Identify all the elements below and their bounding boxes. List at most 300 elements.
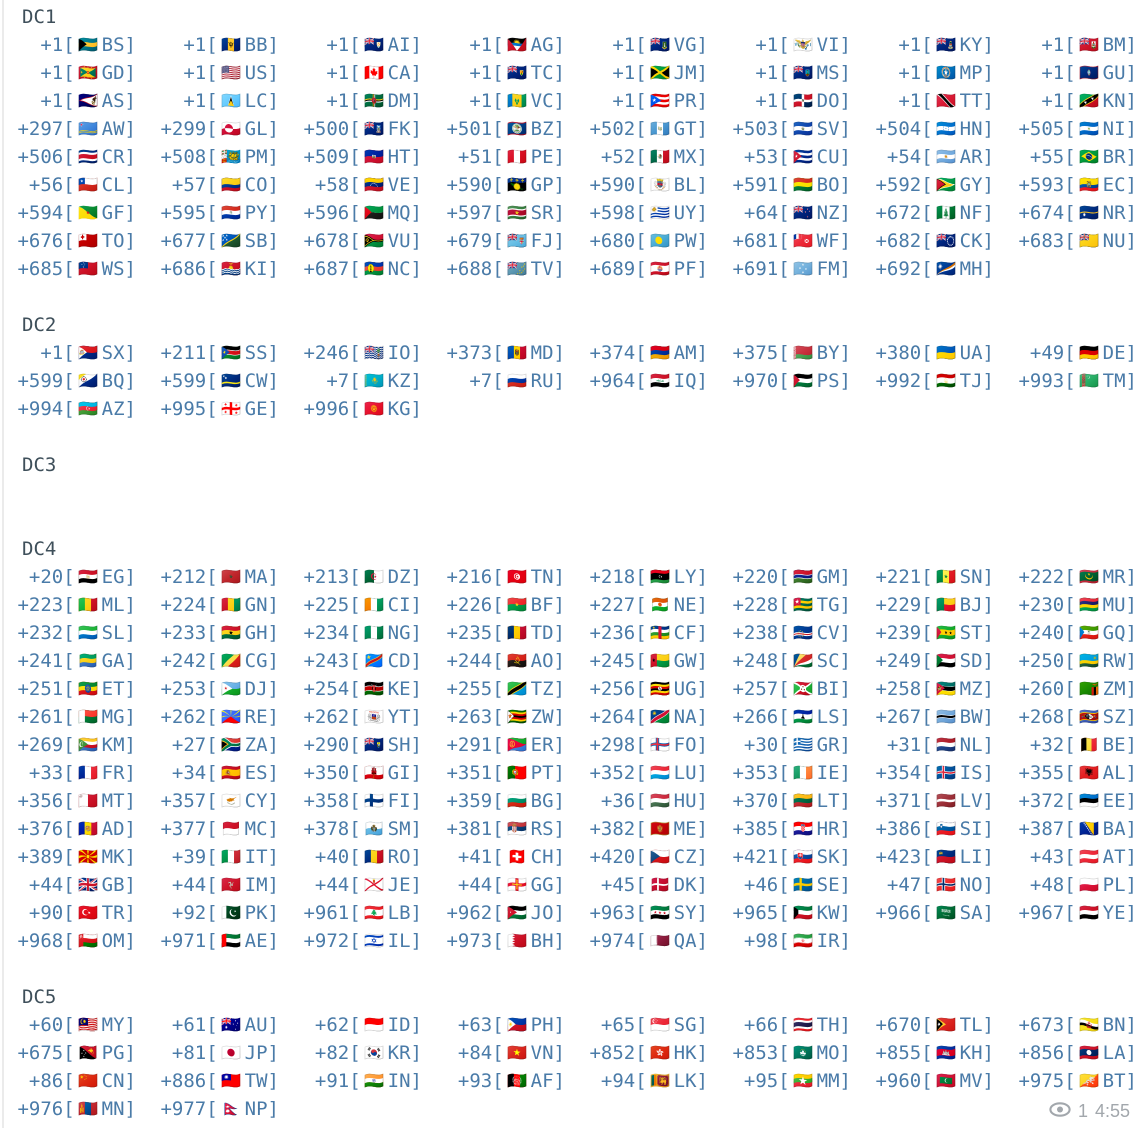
dialcode-entry-am[interactable]	[572, 339, 715, 367]
dialcode-entry-tw[interactable]	[143, 1067, 286, 1095]
dialcode-number: +354[	[875, 762, 933, 784]
dialcode-entry-cn[interactable]	[0, 1067, 143, 1095]
dialcode-number: +255[	[446, 678, 504, 700]
dialcode-entry-yt[interactable]	[286, 703, 429, 731]
dialcode-entry-ml[interactable]	[0, 591, 143, 619]
dialcode-number: +673[	[1018, 1014, 1076, 1036]
dialcode-entry-gu[interactable]	[1001, 59, 1144, 87]
dialcode-entry-mm[interactable]	[715, 1067, 858, 1095]
dialcode-entry-ae[interactable]	[143, 927, 286, 955]
dialcode-entry-sk[interactable]	[715, 843, 858, 871]
dialcode-entry-iq[interactable]	[572, 367, 715, 395]
dialcode-entry-pl[interactable]	[1001, 871, 1144, 899]
dialcode-entry-cg[interactable]	[143, 647, 286, 675]
dialcode-entry-np[interactable]	[143, 1095, 286, 1123]
dialcode-entry-jo[interactable]	[429, 899, 572, 927]
dialcode-entry-lv[interactable]	[858, 787, 1001, 815]
dialcode-entry-ge[interactable]	[143, 395, 286, 423]
dialcode-entry-st[interactable]	[858, 619, 1001, 647]
dialcode-entry-vu[interactable]	[286, 227, 429, 255]
dialcode-entry-md[interactable]	[429, 339, 572, 367]
dialcode-entry-mv[interactable]	[858, 1067, 1001, 1095]
country-iso-label: RW]	[1102, 650, 1137, 672]
dialcode-entry-us[interactable]	[143, 59, 286, 87]
dialcode-entry-dj[interactable]	[143, 675, 286, 703]
dialcode-entry-kz[interactable]	[286, 367, 429, 395]
dialcode-entry-tt[interactable]	[858, 87, 1001, 115]
dialcode-entry-rs[interactable]	[429, 815, 572, 843]
dialcode-number: +357[	[160, 790, 218, 812]
country-flag-icon: 🇵🇰	[221, 903, 242, 922]
dialcode-entry-eg[interactable]	[0, 563, 143, 591]
country-flag-icon: 🇰🇪	[364, 679, 385, 698]
country-iso-label: PS]	[816, 370, 851, 392]
dialcode-entry-be[interactable]	[1001, 731, 1144, 759]
dialcode-entry-si[interactable]	[858, 815, 1001, 843]
dialcode-number: +1[	[469, 62, 504, 84]
dialcode-entry-za[interactable]	[143, 731, 286, 759]
dialcode-entry-cw[interactable]	[143, 367, 286, 395]
country-iso-label: GP]	[530, 174, 565, 196]
dialcode-entry-nf[interactable]	[858, 199, 1001, 227]
dialcode-entry-br[interactable]	[1001, 143, 1144, 171]
dialcode-entry-bo[interactable]	[715, 171, 858, 199]
dialcode-entry-vg[interactable]	[572, 31, 715, 59]
dialcode-entry-pe[interactable]	[429, 143, 572, 171]
dialcode-entry-vi[interactable]	[715, 31, 858, 59]
dialcode-number: +7[	[469, 370, 504, 392]
section-header-dc5: DC5	[22, 986, 57, 1008]
dialcode-entry-la[interactable]	[1001, 1039, 1144, 1067]
dialcode-entry-nc[interactable]	[286, 255, 429, 283]
dialcode-entry-gl[interactable]	[143, 115, 286, 143]
dialcode-number: +350[	[303, 762, 361, 784]
dialcode-entry-is[interactable]	[858, 759, 1001, 787]
country-flag-icon: 🇦🇬	[507, 35, 528, 54]
dialcode-entry-hu[interactable]	[572, 787, 715, 815]
dialcode-entry-ai[interactable]	[286, 31, 429, 59]
dialcode-entry-ly[interactable]	[572, 563, 715, 591]
dialcode-entry-zm[interactable]	[1001, 675, 1144, 703]
country-flag-icon: 🇲🇽	[650, 147, 671, 166]
dialcode-entry-ht[interactable]	[286, 143, 429, 171]
dialcode-entry-ca[interactable]	[286, 59, 429, 87]
dialcode-entry-cu[interactable]	[715, 143, 858, 171]
dialcode-entry-lt[interactable]	[715, 787, 858, 815]
dialcode-entry-li[interactable]	[858, 843, 1001, 871]
dialcode-entry-nu[interactable]	[1001, 227, 1144, 255]
dialcode-number: +239[	[875, 622, 933, 644]
dialcode-number: +44[	[457, 874, 504, 896]
dialcode-entry-ad[interactable]	[0, 815, 143, 843]
dialcode-entry-mu[interactable]	[1001, 591, 1144, 619]
dialcode-entry-lk[interactable]	[572, 1067, 715, 1095]
dialcode-entry-bl[interactable]	[572, 171, 715, 199]
dialcode-entry-id[interactable]	[286, 1011, 429, 1039]
dialcode-entry-sc[interactable]	[715, 647, 858, 675]
dialcode-number: +62[	[314, 1014, 361, 1036]
dialcode-entry-ro[interactable]	[286, 843, 429, 871]
dialcode-entry-ba[interactable]	[1001, 815, 1144, 843]
dialcode-entry-al[interactable]	[1001, 759, 1144, 787]
country-iso-label: VI]	[816, 34, 851, 56]
dialcode-entry-jm[interactable]	[572, 59, 715, 87]
dialcode-entry-ug[interactable]	[572, 675, 715, 703]
country-flag-icon: 🇬🇷	[793, 735, 814, 754]
dialcode-entry-kn[interactable]	[1001, 87, 1144, 115]
dialcode-entry-mx[interactable]	[572, 143, 715, 171]
dialcode-entry-at[interactable]	[1001, 843, 1144, 871]
dialcode-entry-sr[interactable]	[429, 199, 572, 227]
dialcode-number: +32[	[1029, 734, 1076, 756]
dialcode-entry-gr[interactable]	[715, 731, 858, 759]
dialcode-entry-gb[interactable]	[0, 871, 143, 899]
dialcode-number: +351[	[446, 762, 504, 784]
dialcode-entry-il[interactable]	[286, 927, 429, 955]
dialcode-entry-lb[interactable]	[286, 899, 429, 927]
dialcode-entry-sg[interactable]	[572, 1011, 715, 1039]
dialcode-entry-gi[interactable]	[286, 759, 429, 787]
dialcode-entry-it[interactable]	[143, 843, 286, 871]
dialcode-entry-to[interactable]	[0, 227, 143, 255]
dialcode-entry-ua[interactable]	[858, 339, 1001, 367]
dialcode-entry-io[interactable]	[286, 339, 429, 367]
dialcode-entry-cd[interactable]	[286, 647, 429, 675]
dialcode-entry-do[interactable]	[715, 87, 858, 115]
dialcode-entry-fo[interactable]	[572, 731, 715, 759]
dialcode-entry-gg[interactable]	[429, 871, 572, 899]
dialcode-entry-ga[interactable]	[0, 647, 143, 675]
dialcode-entry-ao[interactable]	[429, 647, 572, 675]
dialcode-entry-ps[interactable]	[715, 367, 858, 395]
country-iso-label: TD]	[530, 622, 565, 644]
dialcode-entry-sm[interactable]	[286, 815, 429, 843]
country-flag-icon: 🇲🇶	[364, 203, 385, 222]
dialcode-entry-dz[interactable]	[286, 563, 429, 591]
dialcode-entry-km[interactable]	[0, 731, 143, 759]
dialcode-entry-om[interactable]	[0, 927, 143, 955]
country-iso-label: DO]	[816, 90, 851, 112]
country-iso-label: PM]	[244, 146, 279, 168]
dialcode-entry-kh[interactable]	[858, 1039, 1001, 1067]
dialcode-entry-de[interactable]	[1001, 339, 1144, 367]
country-flag-icon: 🇬🇼	[650, 651, 671, 670]
country-iso-label: TJ]	[959, 370, 994, 392]
dialcode-number: +1[	[1041, 90, 1076, 112]
dialcode-entry-bz[interactable]	[429, 115, 572, 143]
dialcode-entry-bj[interactable]	[858, 591, 1001, 619]
dialcode-entry-au[interactable]	[143, 1011, 286, 1039]
country-flag-icon: 🇲🇺	[1079, 595, 1100, 614]
dialcode-entry-hk[interactable]	[572, 1039, 715, 1067]
country-iso-label: LS]	[816, 706, 851, 728]
dialcode-entry-ck[interactable]	[858, 227, 1001, 255]
dialcode-entry-bn[interactable]	[1001, 1011, 1144, 1039]
dialcode-entry-ar[interactable]	[858, 143, 1001, 171]
dialcode-entry-pw[interactable]	[572, 227, 715, 255]
dialcode-entry-sb[interactable]	[143, 227, 286, 255]
country-iso-label: BS]	[101, 34, 136, 56]
dialcode-entry-az[interactable]	[0, 395, 143, 423]
dialcode-entry-pk[interactable]	[143, 899, 286, 927]
dialcode-entry-ag[interactable]	[429, 31, 572, 59]
dialcode-entry-gf[interactable]	[0, 199, 143, 227]
dialcode-entry-ss[interactable]	[143, 339, 286, 367]
dialcode-entry-im[interactable]	[143, 871, 286, 899]
country-flag-icon: 🇧🇹	[1079, 1071, 1100, 1090]
dialcode-entry-gq[interactable]	[1001, 619, 1144, 647]
dialcode-entry-cv[interactable]	[715, 619, 858, 647]
dialcode-entry-tl[interactable]	[858, 1011, 1001, 1039]
country-iso-label: MT]	[101, 790, 136, 812]
dialcode-entry-gd[interactable]	[0, 59, 143, 87]
dialcode-entry-pm[interactable]	[143, 143, 286, 171]
dialcode-entry-dm[interactable]	[286, 87, 429, 115]
dialcode-entry-mg[interactable]	[0, 703, 143, 731]
dialcode-number: +598[	[589, 202, 647, 224]
dialcode-entry-in[interactable]	[286, 1067, 429, 1095]
dialcode-entry-tz[interactable]	[429, 675, 572, 703]
dialcode-entry-tn[interactable]	[429, 563, 572, 591]
dialcode-entry-ec[interactable]	[1001, 171, 1144, 199]
dialcode-entry-dk[interactable]	[572, 871, 715, 899]
dialcode-entry-fj[interactable]	[429, 227, 572, 255]
dialcode-entry-ma[interactable]	[143, 563, 286, 591]
dialcode-entry-cy[interactable]	[143, 787, 286, 815]
dialcode-entry-mo[interactable]	[715, 1039, 858, 1067]
country-iso-label: BR]	[1102, 146, 1137, 168]
dialcode-entry-me[interactable]	[572, 815, 715, 843]
country-iso-label: EC]	[1102, 174, 1137, 196]
dialcode-entry-pg[interactable]	[0, 1039, 143, 1067]
dialcode-entry-ie[interactable]	[715, 759, 858, 787]
dialcode-entry-fi[interactable]	[286, 787, 429, 815]
dialcode-entry-ci[interactable]	[286, 591, 429, 619]
dialcode-number: +43[	[1029, 846, 1076, 868]
dialcode-entry-cf[interactable]	[572, 619, 715, 647]
country-flag-icon: 🇧🇳	[1079, 1015, 1100, 1034]
dialcode-entry-gm[interactable]	[715, 563, 858, 591]
dialcode-entry-tm[interactable]	[1001, 367, 1144, 395]
dialcode-number: +995[	[160, 398, 218, 420]
dialcode-number: +81[	[171, 1042, 218, 1064]
dialcode-entry-nz[interactable]	[715, 199, 858, 227]
dialcode-entry-sd[interactable]	[858, 647, 1001, 675]
dialcode-entry-bq[interactable]	[0, 367, 143, 395]
dialcode-entry-aw[interactable]	[0, 115, 143, 143]
dialcode-entry-mq[interactable]	[286, 199, 429, 227]
country-iso-label: MV]	[959, 1070, 994, 1092]
dialcode-entry-lc[interactable]	[143, 87, 286, 115]
dialcode-entry-fr[interactable]	[0, 759, 143, 787]
dialcode-entry-hn[interactable]	[858, 115, 1001, 143]
dialcode-entry-er[interactable]	[429, 731, 572, 759]
dialcode-entry-th[interactable]	[715, 1011, 858, 1039]
dialcode-entry-mp[interactable]	[858, 59, 1001, 87]
dialcode-entry-uy[interactable]	[572, 199, 715, 227]
dialcode-entry-jp[interactable]	[143, 1039, 286, 1067]
country-iso-label: GR]	[816, 734, 851, 756]
dialcode-entry-ru[interactable]	[429, 367, 572, 395]
country-iso-label: MP]	[959, 62, 994, 84]
dialcode-number: +993[	[1018, 370, 1076, 392]
dialcode-entry-fk[interactable]	[286, 115, 429, 143]
dialcode-number: +691[	[732, 258, 790, 280]
dialcode-entry-kw[interactable]	[715, 899, 858, 927]
dialcode-entry-kg[interactable]	[286, 395, 429, 423]
dialcode-entry-sy[interactable]	[572, 899, 715, 927]
dialcode-entry-mk[interactable]	[0, 843, 143, 871]
dialcode-entry-kr[interactable]	[286, 1039, 429, 1067]
dialcode-entry-gh[interactable]	[143, 619, 286, 647]
dialcode-entry-ch[interactable]	[429, 843, 572, 871]
dialcode-number: +47[	[886, 874, 933, 896]
dialcode-number: +250[	[1018, 650, 1076, 672]
country-flag-icon: 🇵🇷	[650, 91, 671, 110]
dialcode-number: +63[	[457, 1014, 504, 1036]
dialcode-entry-sn[interactable]	[858, 563, 1001, 591]
dialcode-entry-gy[interactable]	[858, 171, 1001, 199]
dialcode-entry-ke[interactable]	[286, 675, 429, 703]
dialcode-entry-gw[interactable]	[572, 647, 715, 675]
dialcode-entry-sx[interactable]	[0, 339, 143, 367]
dialcode-entry-hr[interactable]	[715, 815, 858, 843]
dialcode-entry-tv[interactable]	[429, 255, 572, 283]
dialcode-number: +685[	[17, 258, 75, 280]
dialcode-entry-cz[interactable]	[572, 843, 715, 871]
dialcode-entry-rw[interactable]	[1001, 647, 1144, 675]
dialcode-entry-ws[interactable]	[0, 255, 143, 283]
dialcode-entry-re[interactable]	[143, 703, 286, 731]
country-flag-icon: 🇪🇸	[221, 763, 242, 782]
country-iso-label: RE]	[244, 706, 279, 728]
dialcode-entry-gt[interactable]	[572, 115, 715, 143]
dialcode-entry-no[interactable]	[858, 871, 1001, 899]
country-iso-label: JP]	[244, 1042, 279, 1064]
country-iso-label: GQ]	[1102, 622, 1137, 644]
dialcode-entry-tj[interactable]	[858, 367, 1001, 395]
country-flag-icon: 🇦🇴	[507, 651, 528, 670]
dialcode-entry-se[interactable]	[715, 871, 858, 899]
dialcode-entry-tr[interactable]	[0, 899, 143, 927]
dialcode-entry-mr[interactable]	[1001, 563, 1144, 591]
dialcode-entry-sa[interactable]	[858, 899, 1001, 927]
dialcode-entry-ng[interactable]	[286, 619, 429, 647]
dialcode-entry-lu[interactable]	[572, 759, 715, 787]
dialcode-entry-na[interactable]	[572, 703, 715, 731]
dialcode-entry-mt[interactable]	[0, 787, 143, 815]
dialcode-entry-ky[interactable]	[858, 31, 1001, 59]
dialcode-entry-es[interactable]	[143, 759, 286, 787]
dialcode-entry-mz[interactable]	[858, 675, 1001, 703]
dialcode-entry-bf[interactable]	[429, 591, 572, 619]
dialcode-entry-nl[interactable]	[858, 731, 1001, 759]
dialcode-entry-et[interactable]	[0, 675, 143, 703]
dialcode-entry-bg[interactable]	[429, 787, 572, 815]
dialcode-entry-tc[interactable]	[429, 59, 572, 87]
dialcode-entry-mn[interactable]	[0, 1095, 143, 1123]
dialcode-entry-mh[interactable]	[858, 255, 1001, 283]
dialcode-entry-py[interactable]	[143, 199, 286, 227]
country-flag-icon: 🇫🇰	[364, 119, 385, 138]
dialcode-entry-bi[interactable]	[715, 675, 858, 703]
dialcode-entry-gn[interactable]	[143, 591, 286, 619]
dialcode-entry-gp[interactable]	[429, 171, 572, 199]
dc-section-dc5	[0, 983, 1144, 1123]
dialcode-entry-bb[interactable]	[143, 31, 286, 59]
dialcode-entry-bs[interactable]	[0, 31, 143, 59]
dialcode-number: +260[	[1018, 678, 1076, 700]
dialcode-entry-vc[interactable]	[429, 87, 572, 115]
dialcode-number: +290[	[303, 734, 361, 756]
country-flag-icon: 🇰🇼	[793, 903, 814, 922]
dialcode-entry-as[interactable]	[0, 87, 143, 115]
dialcode-entry-td[interactable]	[429, 619, 572, 647]
country-iso-label: KW]	[816, 902, 851, 924]
dialcode-entry-wf[interactable]	[715, 227, 858, 255]
country-iso-label: MS]	[816, 62, 851, 84]
dialcode-number: +505[	[1018, 118, 1076, 140]
dialcode-entry-sz[interactable]	[1001, 703, 1144, 731]
dialcode-entry-bm[interactable]	[1001, 31, 1144, 59]
dialcode-entry-fm[interactable]	[715, 255, 858, 283]
dialcode-number: +225[	[303, 594, 361, 616]
dialcode-number: +1[	[469, 34, 504, 56]
dialcode-entry-ms[interactable]	[715, 59, 858, 87]
dialcode-entry-mc[interactable]	[143, 815, 286, 843]
dialcode-entry-sv[interactable]	[715, 115, 858, 143]
dialcode-entry-ve[interactable]	[286, 171, 429, 199]
country-iso-label: TV]	[530, 258, 565, 280]
dialcode-entry-af[interactable]	[429, 1067, 572, 1095]
dialcode-entry-bw[interactable]	[858, 703, 1001, 731]
dialcode-entry-qa[interactable]	[572, 927, 715, 955]
dialcode-entry-ki[interactable]	[143, 255, 286, 283]
dialcode-entry-tg[interactable]	[715, 591, 858, 619]
dialcode-entry-pr[interactable]	[572, 87, 715, 115]
dialcode-entry-bh[interactable]	[429, 927, 572, 955]
country-flag-icon: 🇸🇧	[221, 231, 242, 250]
dialcode-entry-co[interactable]	[143, 171, 286, 199]
dialcode-entry-by[interactable]	[715, 339, 858, 367]
dialcode-entry-pt[interactable]	[429, 759, 572, 787]
dialcode-entry-ir[interactable]	[715, 927, 858, 955]
dialcode-entry-cl[interactable]	[0, 171, 143, 199]
country-iso-label: LV]	[959, 790, 994, 812]
dialcode-entry-ye[interactable]	[1001, 899, 1144, 927]
dialcode-entry-bt[interactable]	[1001, 1067, 1144, 1095]
dialcode-entry-je[interactable]	[286, 871, 429, 899]
dialcode-entry-ph[interactable]	[429, 1011, 572, 1039]
dialcode-entry-nr[interactable]	[1001, 199, 1144, 227]
dialcode-entry-ls[interactable]	[715, 703, 858, 731]
dialcode-number: +500[	[303, 118, 361, 140]
dialcode-entry-sh[interactable]	[286, 731, 429, 759]
country-flag-icon: 🇪🇪	[1079, 791, 1100, 810]
dialcode-entry-my[interactable]	[0, 1011, 143, 1039]
country-iso-label: CN]	[101, 1070, 136, 1092]
dialcode-entry-vn[interactable]	[429, 1039, 572, 1067]
dialcode-entry-sl[interactable]	[0, 619, 143, 647]
dialcode-entry-ne[interactable]	[572, 591, 715, 619]
country-flag-icon: 🇦🇮	[364, 35, 385, 54]
dialcode-entry-zw[interactable]	[429, 703, 572, 731]
dialcode-entry-ee[interactable]	[1001, 787, 1144, 815]
dialcode-entry-cr[interactable]	[0, 143, 143, 171]
dialcode-entry-pf[interactable]	[572, 255, 715, 283]
country-iso-label: CH]	[530, 846, 565, 868]
dialcode-entry-ni[interactable]	[1001, 115, 1144, 143]
